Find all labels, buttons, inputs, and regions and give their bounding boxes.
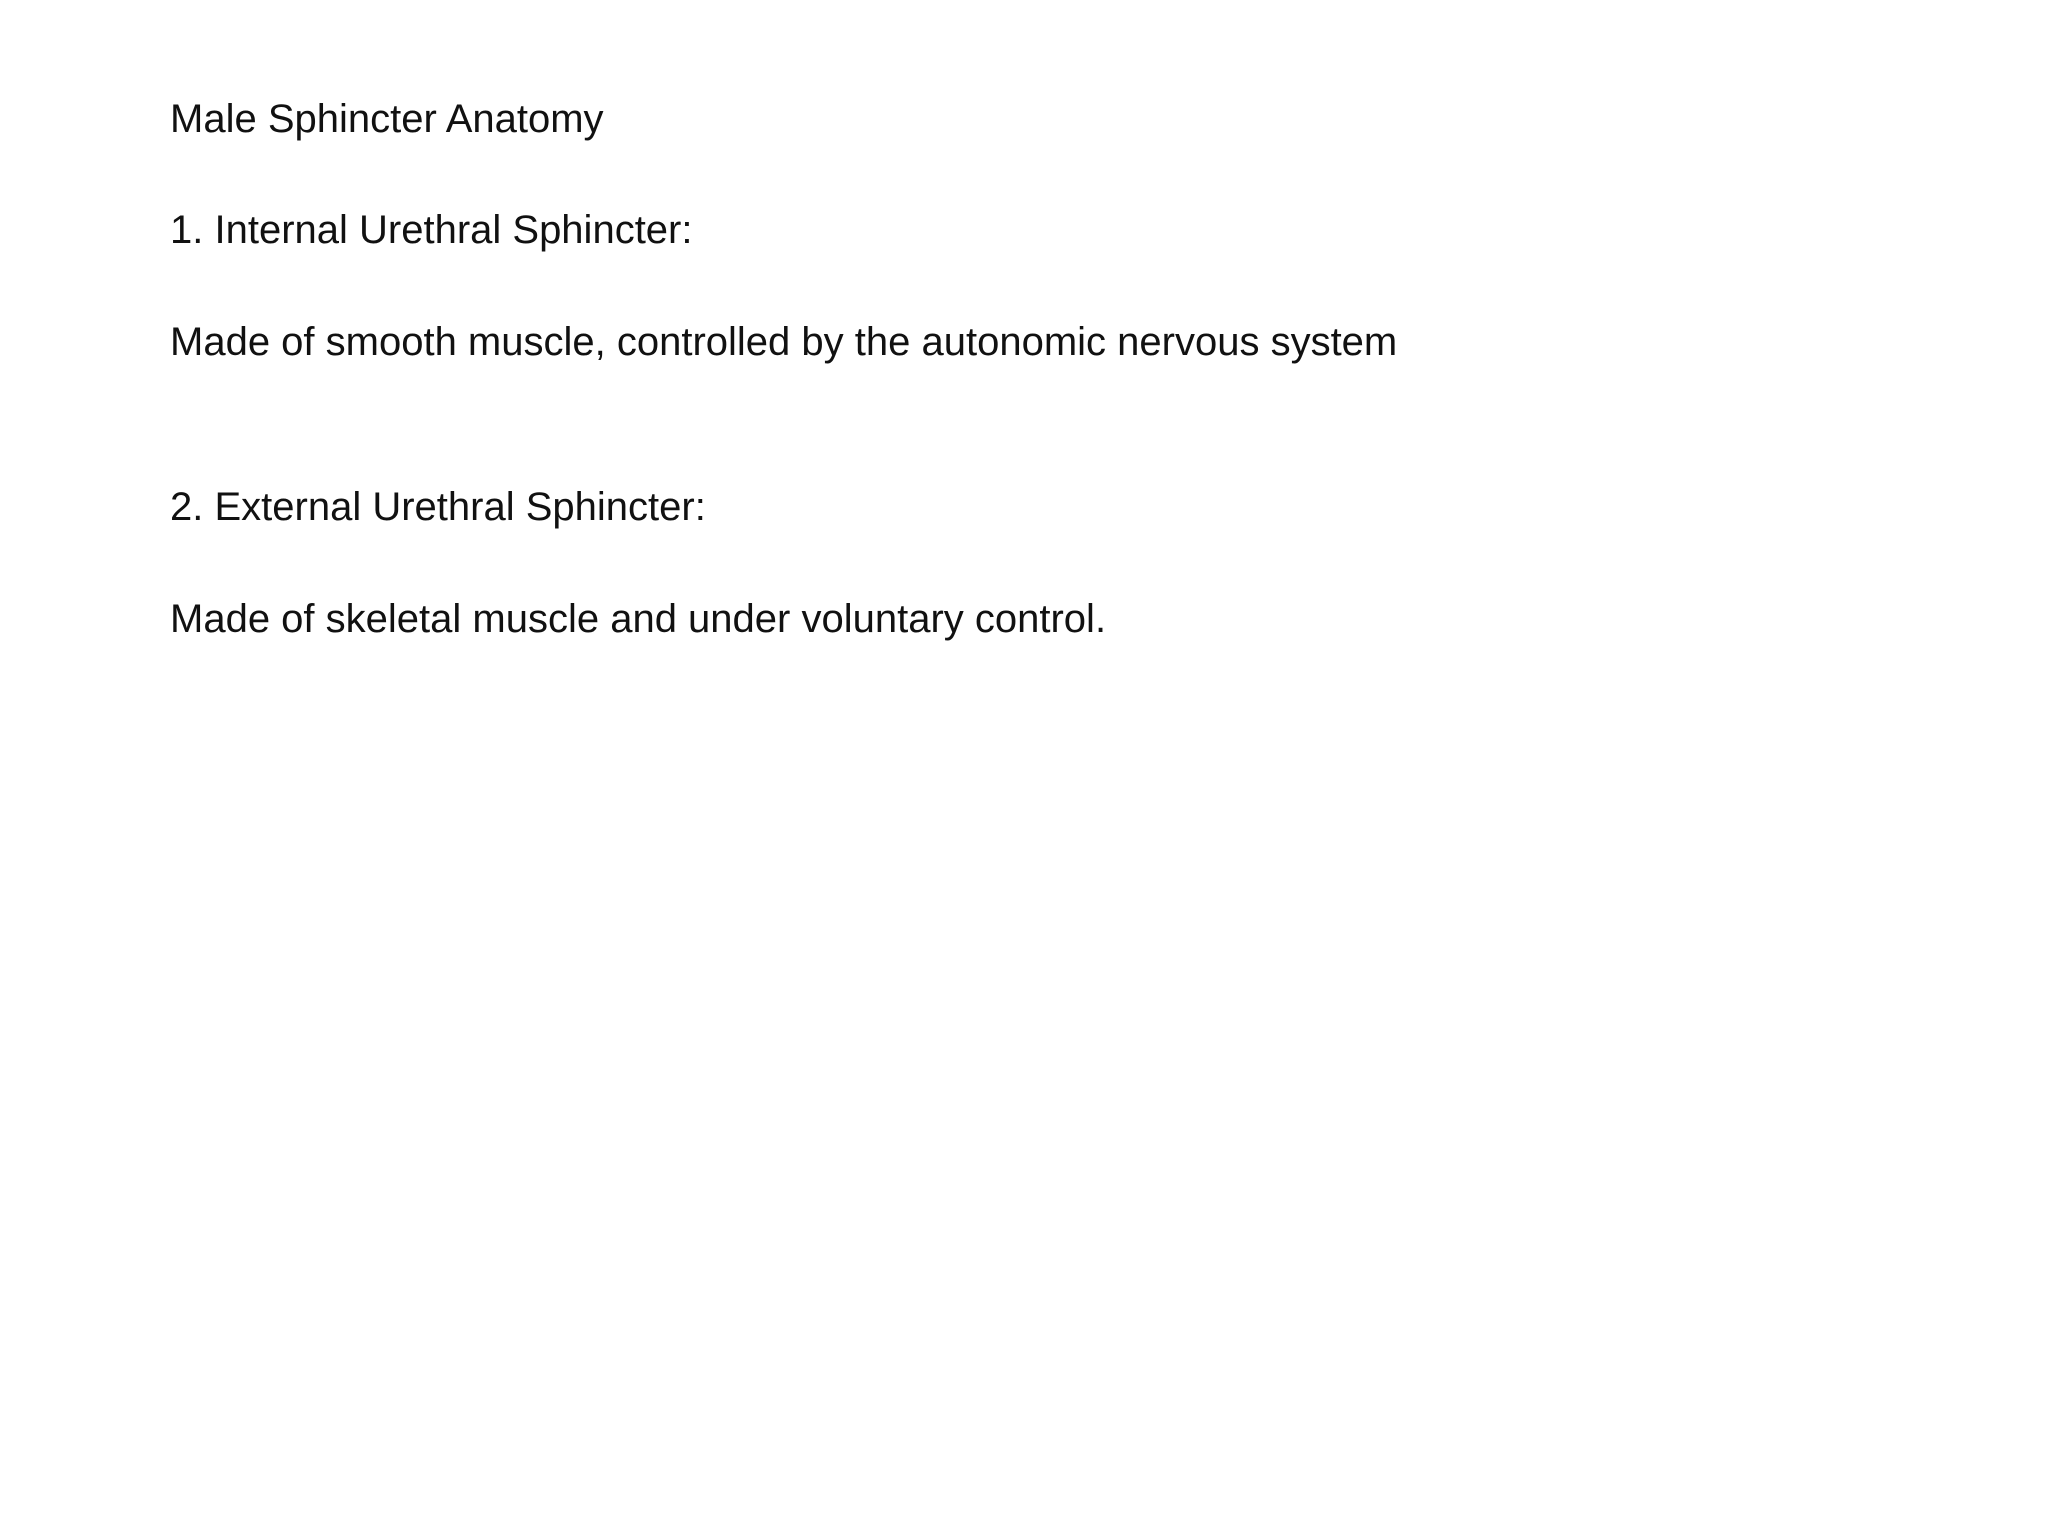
- section-body-internal-sphincter: Made of smooth muscle, controlled by the autonomic nervous system: [170, 320, 1398, 364]
- section-heading-internal-sphincter: 1. Internal Urethral Sphincter:: [170, 208, 693, 252]
- document-title: Male Sphincter Anatomy: [170, 97, 604, 141]
- section-body-external-sphincter: Made of skeletal muscle and under voluntary control.: [170, 597, 1107, 641]
- section-heading-external-sphincter: 2. External Urethral Sphincter:: [170, 485, 706, 529]
